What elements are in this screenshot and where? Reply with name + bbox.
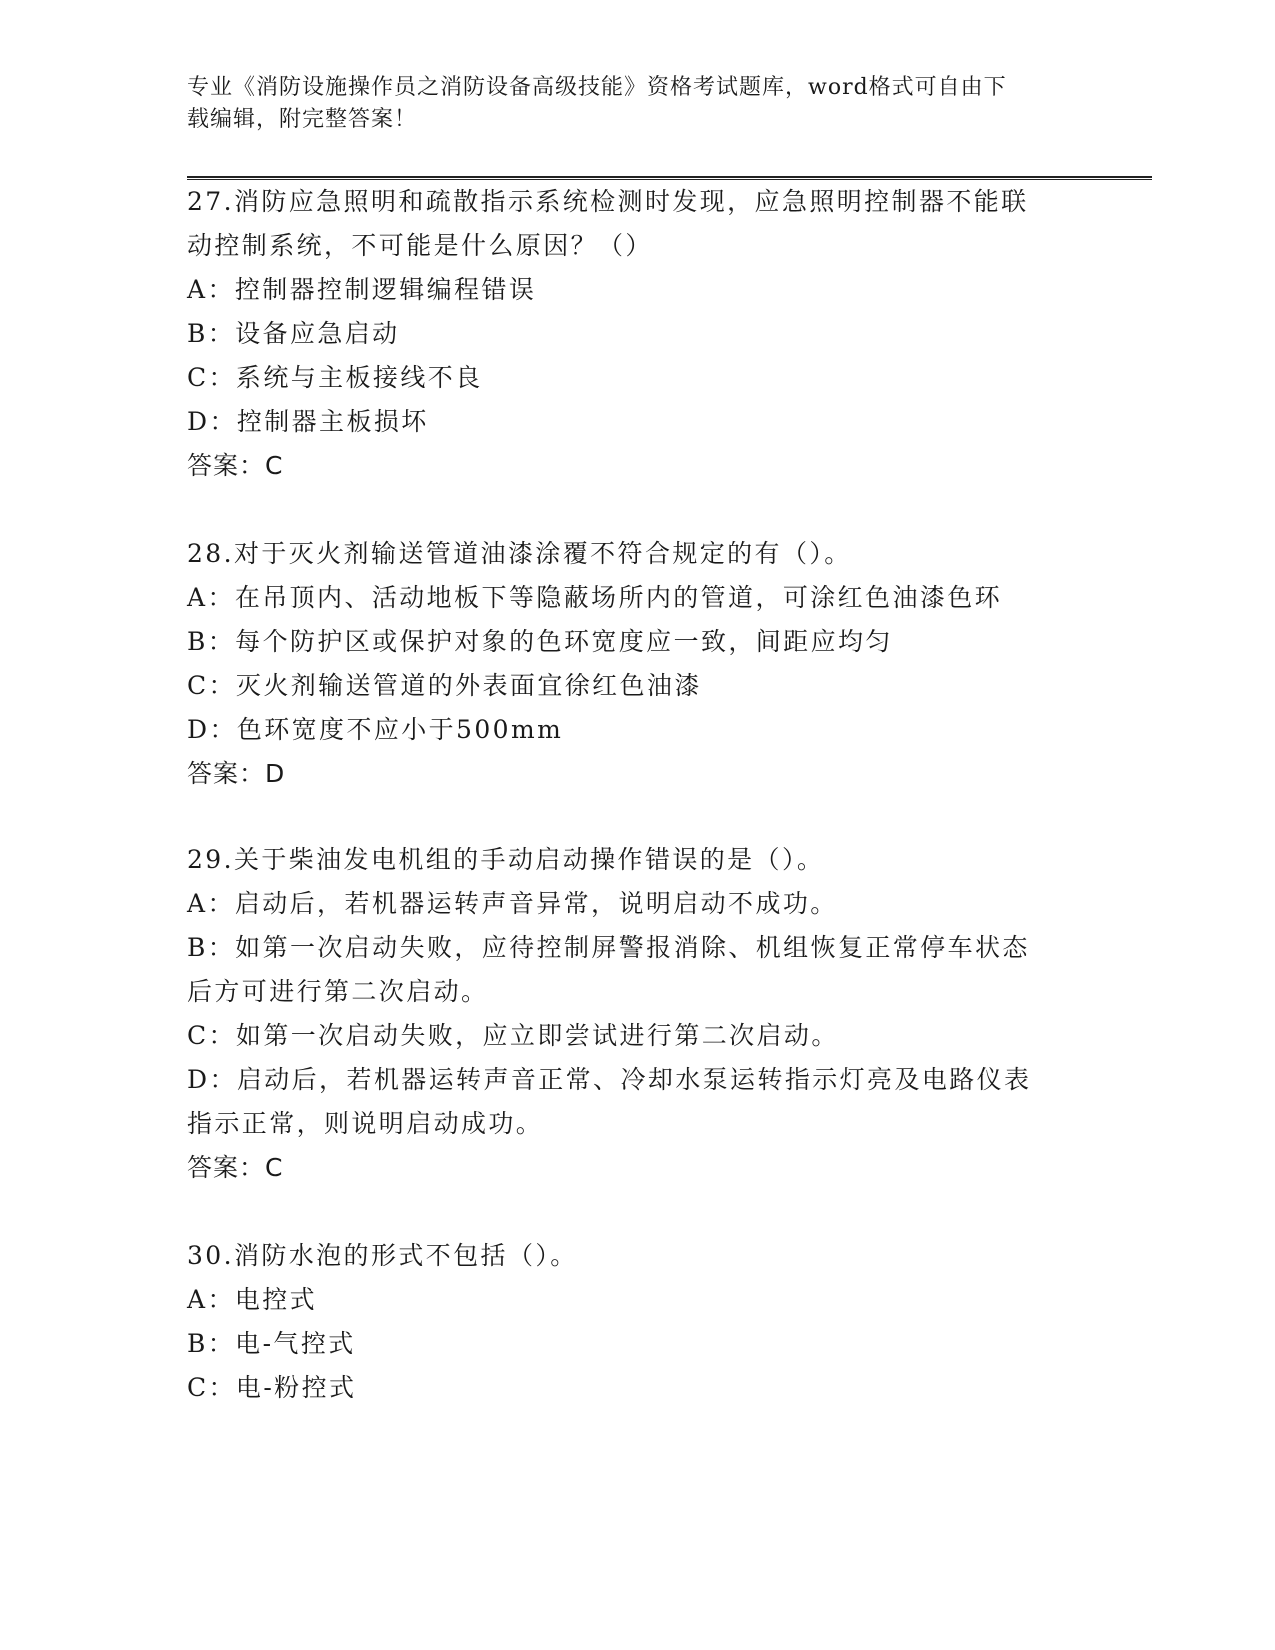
question-28-option-b: B：每个防护区或保护对象的色环宽度应一致，间距应均匀: [187, 627, 893, 656]
question-28-answer: 答案：D: [187, 759, 286, 788]
header-title-line-2: 载编辑，附完整答案！: [187, 107, 418, 132]
header-divider: [187, 176, 1152, 180]
question-27-option-d: D：控制器主板损坏: [187, 407, 429, 436]
question-29-option-a: A：启动后，若机器运转声音异常，说明启动不成功。: [187, 889, 838, 918]
question-30-option-c: C：电-粉控式: [187, 1373, 357, 1402]
question-27-option-c: C：系统与主板接线不良: [187, 363, 483, 392]
question-30-stem-line-1: 30.消防水泡的形式不包括（）。: [187, 1241, 578, 1270]
question-28-option-c: C：灭火剂输送管道的外表面宜徐红色油漆: [187, 671, 702, 700]
question-27-option-a: A：控制器控制逻辑编程错误: [187, 275, 537, 304]
question-29-answer: 答案：C: [187, 1153, 284, 1182]
question-29-option-b-line-1: B：如第一次启动失败，应待控制屏警报消除、机组恢复正常停车状态: [187, 933, 1030, 962]
question-29-option-c: C：如第一次启动失败，应立即尝试进行第二次启动。: [187, 1021, 839, 1050]
question-30-option-a: A：电控式: [187, 1285, 318, 1314]
question-29-option-b-line-2: 后方可进行第二次启动。: [187, 977, 489, 1006]
question-30-option-b: B：电-气控式: [187, 1329, 356, 1358]
question-29-option-d-line-1: D：启动后，若机器运转声音正常、冷却水泵运转指示灯亮及电路仪表: [187, 1065, 1032, 1094]
header-title-line-1: 专业《消防设施操作员之消防设备高级技能》资格考试题库，word格式可自由下: [187, 75, 1007, 100]
question-28-option-a: A：在吊顶内、活动地板下等隐蔽场所内的管道，可涂红色油漆色环: [187, 583, 1003, 612]
question-29-stem-line-1: 29.关于柴油发电机组的手动启动操作错误的是（）。: [187, 845, 825, 874]
question-28-option-d: D：色环宽度不应小于500mm: [187, 715, 564, 744]
question-27-option-b: B：设备应急启动: [187, 319, 400, 348]
question-27-stem-line-2: 动控制系统，不可能是什么原因？（）: [187, 231, 653, 260]
question-27-stem-line-1: 27.消防应急照明和疏散指示系统检测时发现，应急照明控制器不能联: [187, 187, 1029, 216]
question-29-option-d-line-2: 指示正常，则说明启动成功。: [187, 1109, 544, 1138]
question-27-answer: 答案：C: [187, 451, 284, 480]
document-header: [187, 72, 1067, 136]
question-28-stem-line-1: 28.对于灭火剂输送管道油漆涂覆不符合规定的有（）。: [187, 539, 852, 568]
